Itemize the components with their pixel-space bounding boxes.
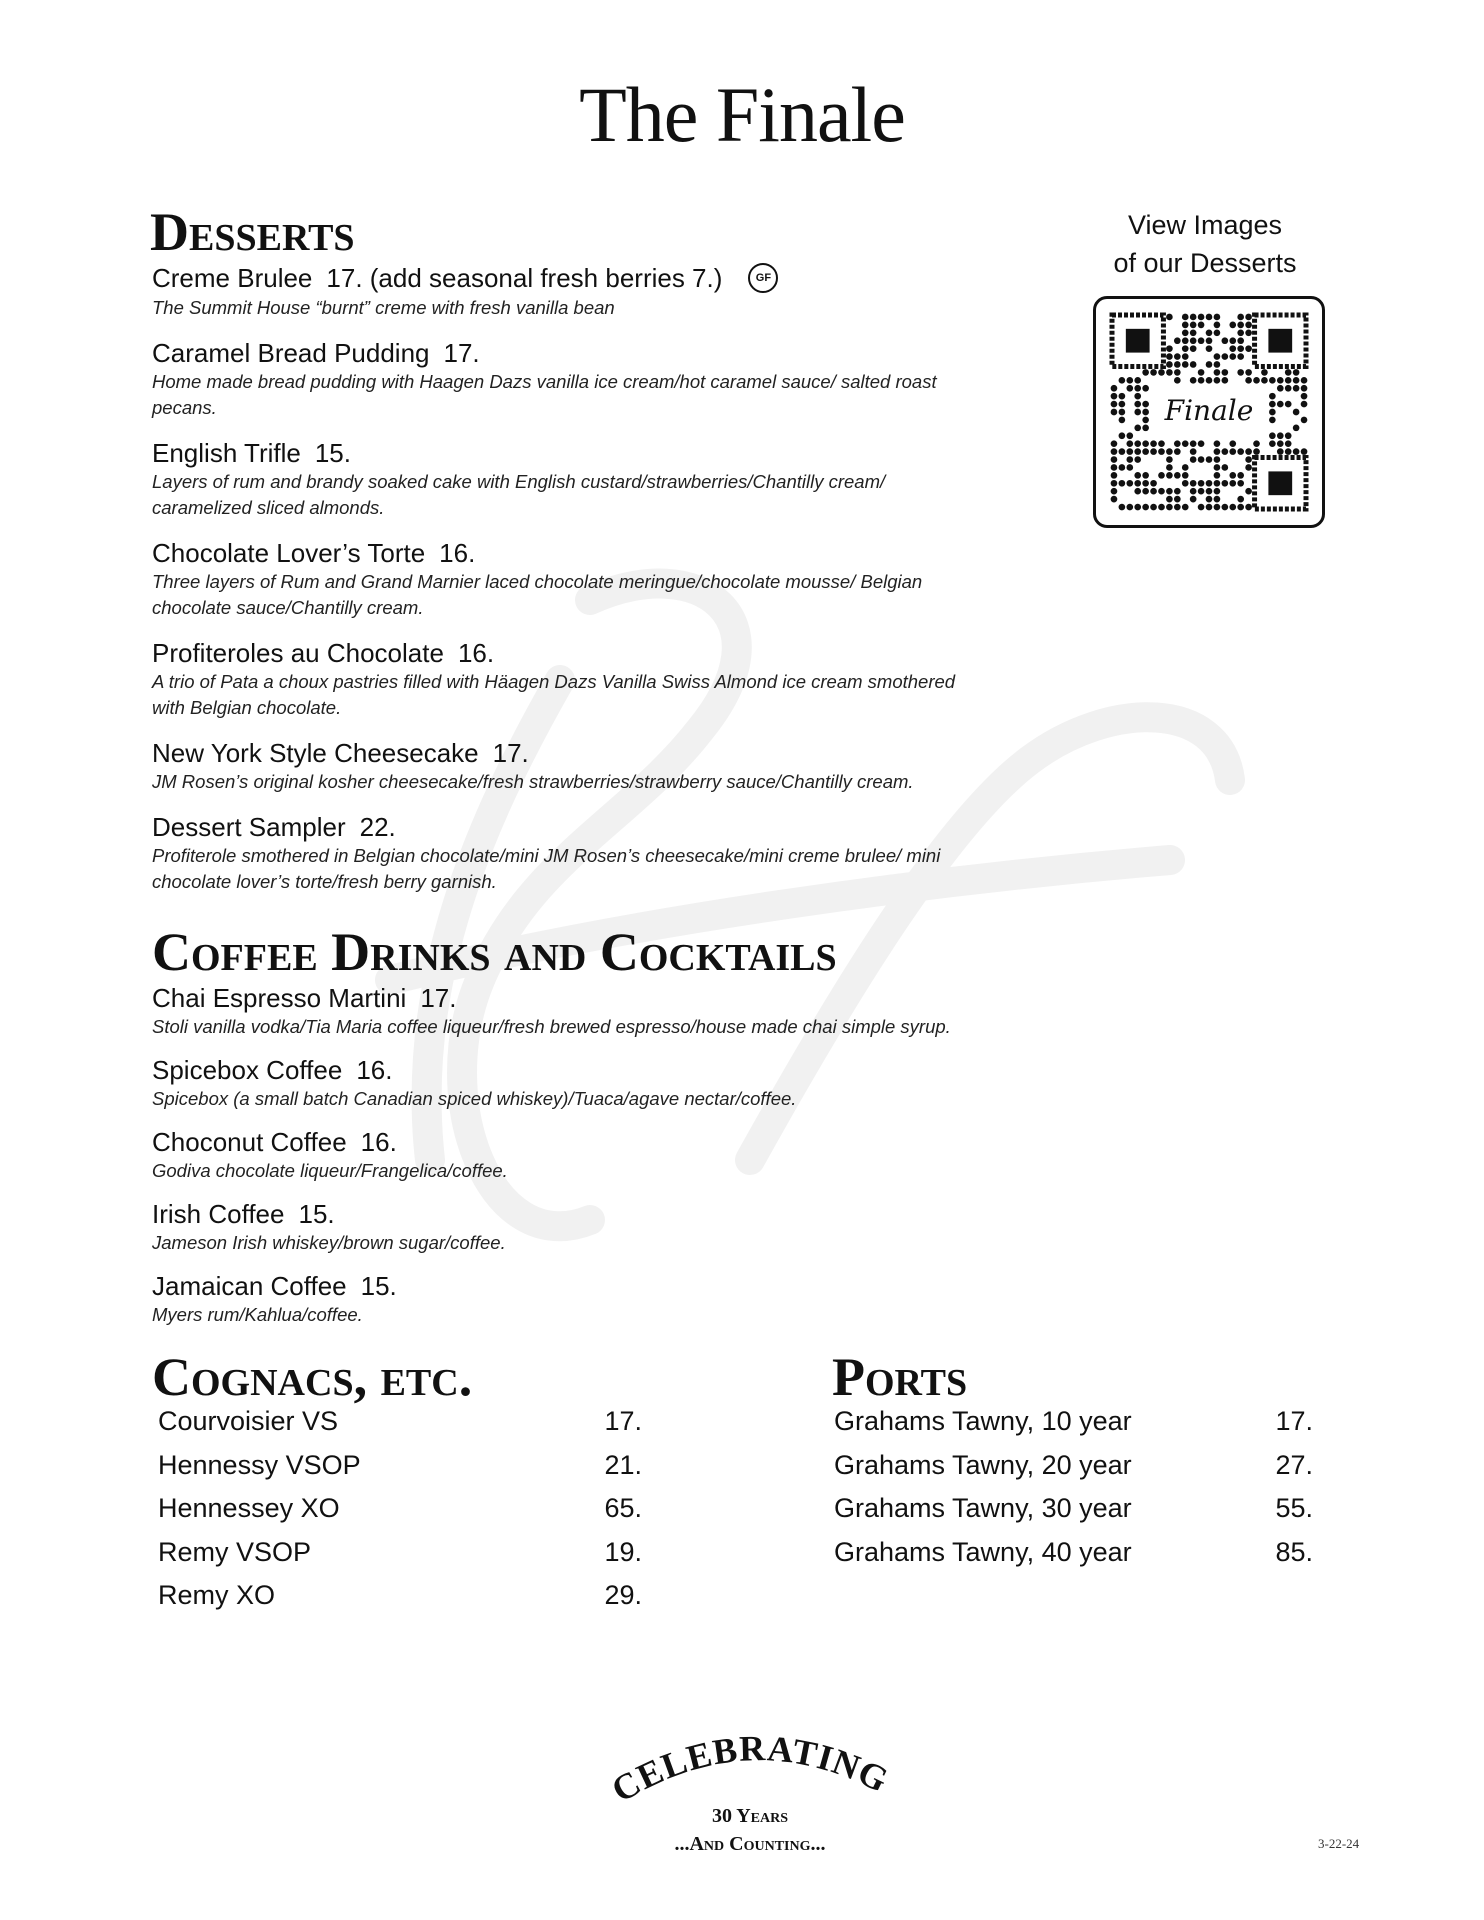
qr-code[interactable] (1093, 296, 1325, 528)
svg-text:CELEBRATING (605, 1732, 895, 1810)
item-name: Jamaican Coffee (152, 1271, 347, 1301)
item-name: Caramel Bread Pudding (152, 338, 430, 369)
item-price: 21. (604, 1449, 642, 1480)
item-price: 27. (1275, 1449, 1313, 1480)
menu-item (152, 437, 972, 521)
page-title: The Finale (579, 71, 905, 158)
item-description: Spicebox (a small batch Canadian spiced whiskey)/Tuaca/agave nectar/coffee. (152, 1088, 797, 1109)
menu-item (152, 811, 972, 895)
list-item (834, 1400, 1313, 1444)
qr-code-graphic (1096, 299, 1322, 525)
list-item (158, 1574, 642, 1618)
list-item (834, 1531, 1313, 1575)
item-price: 29. (604, 1580, 642, 1610)
item-price: 15. (298, 1199, 335, 1229)
ports-heading: Ports (832, 1347, 968, 1407)
item-name: Irish Coffee (152, 1199, 285, 1229)
item-price: 17. (443, 338, 480, 369)
menu-item (152, 637, 972, 721)
item-name: Choconut Coffee (152, 1127, 347, 1157)
item-price: 16. (439, 538, 476, 569)
item-name: Hennessey XO (158, 1493, 340, 1523)
item-price: 85. (1275, 1536, 1313, 1567)
item-name: New York Style Cheesecake (152, 738, 479, 769)
item-price: 16. (457, 638, 495, 669)
desserts-list (152, 262, 972, 895)
item-price: 55. (1275, 1493, 1313, 1523)
item-name: Remy VSOP (158, 1536, 312, 1567)
item-name: Profiteroles au Chocolate (152, 638, 444, 669)
list-item (834, 1487, 1313, 1531)
item-name: Chai Espresso Martini (152, 983, 407, 1013)
item-description: Layers of rum and brandy soaked cake with English custard/strawberries/Chantilly cream/ caramelized sliced almonds. (152, 471, 886, 519)
celebrating-30-years-logo (600, 1732, 900, 1862)
item-price: 22. (359, 812, 396, 843)
item-price: 17. (add seasonal fresh berries 7.) (326, 263, 723, 293)
item-description: Myers rum/Kahlua/coffee. (152, 1304, 363, 1325)
item-name: Courvoisier VS (158, 1406, 339, 1436)
item-description: Stoli vanilla vodka/Tia Maria coffee liqueur/fresh brewed espresso/house made chai simple syrup. (152, 1016, 951, 1037)
item-description: Jameson Irish whiskey/brown sugar/coffee. (152, 1232, 506, 1253)
menu-item (152, 262, 972, 321)
qr-caption (1080, 206, 1330, 282)
qr-logo-text: Finale (1164, 394, 1254, 427)
qr-caption-line: View Images (1127, 210, 1283, 240)
item-name: Chocolate Lover’s Torte (152, 538, 426, 569)
item-name: Spicebox Coffee (152, 1055, 343, 1085)
menu-item (152, 337, 972, 421)
list-item (158, 1444, 642, 1488)
item-price: 15. (314, 438, 351, 469)
item-description: JM Rosen’s original kosher cheesecake/fresh strawberries/strawberry sauce/Chantilly cream. (152, 771, 914, 793)
item-price: 16. (356, 1055, 393, 1085)
cognacs-list (158, 1400, 642, 1618)
item-price: 17. (492, 738, 529, 769)
list-item (834, 1444, 1313, 1488)
logo-years-text: 30 Years (711, 1805, 789, 1827)
item-price: 19. (604, 1536, 642, 1567)
logo-arc-text: CELEBRATING (604, 1732, 896, 1811)
item-name: Grahams Tawny, 20 year (834, 1449, 1132, 1480)
gluten-free-badge: GF (748, 263, 778, 293)
item-description: Godiva chocolate liqueur/Frangelica/coffee. (152, 1160, 508, 1181)
menu-item (152, 982, 1052, 1040)
list-item (158, 1531, 642, 1575)
item-description: Home made bread pudding with Haagen Dazs vanilla ice cream/hot caramel sauce/ salted roast pecans. (152, 371, 937, 419)
item-description: Profiterole smothered in Belgian chocolate/mini JM Rosen’s cheesecake/mini creme brulee/ mini chocolate lover’s torte/fresh berry garnish. (152, 845, 941, 893)
item-name: Grahams Tawny, 40 year (834, 1536, 1132, 1567)
item-description: Three layers of Rum and Grand Marnier laced chocolate meringue/chocolate mousse/ Belgian chocolate sauce/Chantilly cream. (152, 571, 923, 619)
item-description: A trio of Pata a choux pastries filled with Häagen Dazs Vanilla Swiss Almond ice cream smothered with Belgian chocolate. (152, 671, 956, 719)
item-name: Creme Brulee (152, 263, 313, 293)
menu-item (152, 737, 972, 795)
ports-list (834, 1400, 1313, 1574)
item-price: 17. (604, 1406, 642, 1436)
item-name: English Trifle (152, 438, 301, 469)
menu-item (152, 1270, 1052, 1328)
item-price: 17. (1275, 1406, 1313, 1436)
menu-item (152, 537, 972, 621)
item-name: Hennessy VSOP (158, 1449, 361, 1480)
logo-counting-text: ...And Counting... (674, 1833, 826, 1855)
item-price: 15. (360, 1271, 397, 1301)
item-price: 16. (360, 1127, 397, 1157)
item-name: Grahams Tawny, 30 year (834, 1493, 1132, 1523)
date-code: 3-22-24 (1318, 1836, 1360, 1851)
coffee-heading: Coffee Drinks and Cocktails (152, 922, 837, 982)
qr-caption-line: of our Desserts (1113, 248, 1297, 278)
menu-item (152, 1126, 1052, 1184)
item-price: 17. (420, 983, 457, 1013)
menu-item (152, 1198, 1052, 1256)
desserts-heading: Desserts (150, 202, 355, 262)
item-price: 65. (604, 1493, 642, 1523)
list-item (158, 1400, 642, 1444)
cognacs-heading: Cognacs, etc. (152, 1347, 473, 1407)
item-name: Grahams Tawny, 10 year (834, 1406, 1132, 1436)
item-description: The Summit House “burnt” creme with fresh vanilla bean (152, 297, 615, 319)
item-name: Dessert Sampler (152, 812, 346, 843)
menu-item (152, 1054, 1052, 1112)
item-name: Remy XO (158, 1580, 276, 1610)
list-item (158, 1487, 642, 1531)
coffee-list (152, 982, 1052, 1328)
